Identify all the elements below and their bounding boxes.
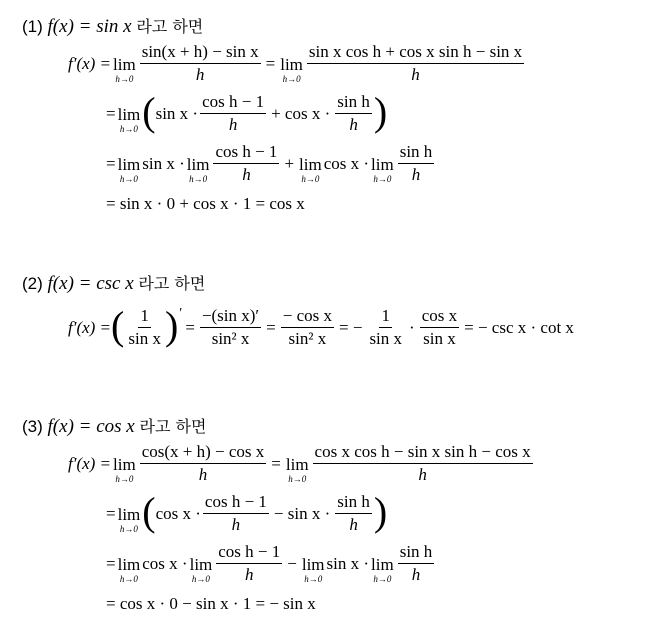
part3-line3: = lim h→0 cos x · lim h→0 $\frac{\text{cos h − 1}}{h}$ − lim h→0 sin x · lim h→0 $\frac{\text{sin h}}{h}$: [106, 542, 433, 584]
part1-line4: = sin x · 0 + cos x · 1 = cos x: [106, 194, 305, 213]
fraction: $\frac{\text{− cos x}}{\text{sin² x}}$: [282, 306, 332, 348]
fraction: $\frac{1}{\text{sin x}}$: [128, 306, 161, 348]
limit: lim h→0: [113, 55, 136, 84]
fraction: $\frac{\text{cos h − 1}}{h}$: [215, 142, 278, 184]
right-paren: ): [373, 88, 388, 134]
fraction: $\frac{\text{cos x}}{\text{sin x}}$: [421, 306, 458, 348]
part2-number: (2): [22, 274, 43, 293]
limit: lim h→0: [301, 555, 325, 584]
fraction: $\frac{\text{cos h − 1}}{h}$: [218, 542, 281, 584]
fraction: $\frac{\text{cos h − 1}}{h}$: [202, 92, 265, 134]
limit: lim h→0: [285, 455, 309, 484]
limit: lim h→0: [117, 155, 141, 184]
part3-header: [22, 414, 206, 438]
part1-line3: = lim h→0 sin x · lim h→0 $\frac{\text{cos h − 1}}{h}$ + lim h→0 cos x · lim h→0 $\frac{\text{sin h}}{h}$: [106, 142, 433, 184]
part3-line1: f′(x) = lim h→0 $\frac{\text{cos(x + h) − cos x}}{h}$ = lim h→0 $\frac{\text{cos x cos h − sin x sin h − cos x}}{h}$: [68, 442, 531, 484]
part2-line1: f′(x) = ( $\frac{1}{\text{sin x}}$ ) ′ = $\frac{\text{−(sin x)′}}{\text{sin² x}}$ = $\frac{\text{− cos x}}{\text{sin² x}}$ = − $\frac{1}{\text{sin x}}$ · $\frac{\text{cos x}}{\text{sin x}}$ = − csc x · cot x: [68, 302, 574, 348]
fraction: $\frac{\text{sin x cos h + cos x sin h − sin x}}{h}$: [308, 42, 523, 84]
part1-header: [22, 14, 203, 38]
fraction: $\frac{\text{−(sin x)′}}{\text{sin² x}}$: [201, 306, 260, 348]
limit: lim h→0: [371, 555, 394, 584]
limit: lim h→0: [280, 55, 303, 84]
left-paren: (: [142, 88, 156, 134]
part1-line2: = lim h→0 ( sin x · $\frac{\text{cos h − 1}}{h}$ + cos x · $\frac{\text{sin h}}{h}$ ): [106, 88, 388, 134]
fraction: $\frac{\text{sin h}}{h}$: [399, 542, 433, 584]
fraction: $\frac{\text{sin h}}{h}$: [337, 492, 370, 534]
fraction: $\frac{\text{sin h}}{h}$: [337, 92, 370, 134]
limit: lim h→0: [371, 155, 394, 184]
limit: lim h→0: [117, 555, 141, 584]
part1-line1: f′(x) = lim h→0 $\frac{\text{sin(x + h) − sin x}}{h}$ = lim h→0 $\frac{\text{sin x cos h + cos x sin h − sin x}}{h}$: [68, 42, 523, 84]
limit: lim h→0: [186, 155, 210, 184]
limit: lim h→0: [189, 555, 213, 584]
fraction: $\frac{\text{cos(x + h) − cos x}}{h}$: [141, 442, 265, 484]
limit: lim h→0: [299, 155, 322, 184]
lhs: f′(x) =: [68, 53, 112, 73]
part1-number: (1): [22, 17, 43, 36]
fraction: $\frac{\text{cos h − 1}}{h}$: [204, 492, 267, 534]
part1-function: f(x) = sin x: [47, 16, 132, 37]
limit: lim h→0: [117, 505, 141, 534]
part3-line2: = lim h→0 ( cos x · $\frac{\text{cos h − 1}}{h}$ − sin x · $\frac{\text{sin h}}{h}$ ): [106, 488, 388, 534]
fraction: $\frac{\text{sin h}}{h}$: [399, 142, 433, 184]
part3-text: 라고 하면: [139, 417, 207, 436]
part3-number: (3): [22, 417, 43, 436]
part3-function: f(x) = cos x: [47, 416, 135, 437]
part3-line4: = cos x · 0 − sin x · 1 = − sin x: [106, 594, 316, 613]
limit: lim h→0: [117, 105, 141, 134]
fraction: $\frac{1}{\text{sin x}}$: [369, 306, 403, 348]
fraction: $\frac{\text{sin(x + h) − sin x}}{h}$: [141, 42, 259, 84]
fraction: $\frac{\text{cos x cos h − sin x sin h − cos x}}{h}$: [314, 442, 531, 484]
part2-function: f(x) = csc x: [47, 273, 134, 294]
part2-header: [22, 271, 205, 295]
part1-text: 라고 하면: [136, 17, 204, 36]
part2-text: 라고 하면: [138, 274, 206, 293]
limit: lim h→0: [113, 455, 136, 484]
